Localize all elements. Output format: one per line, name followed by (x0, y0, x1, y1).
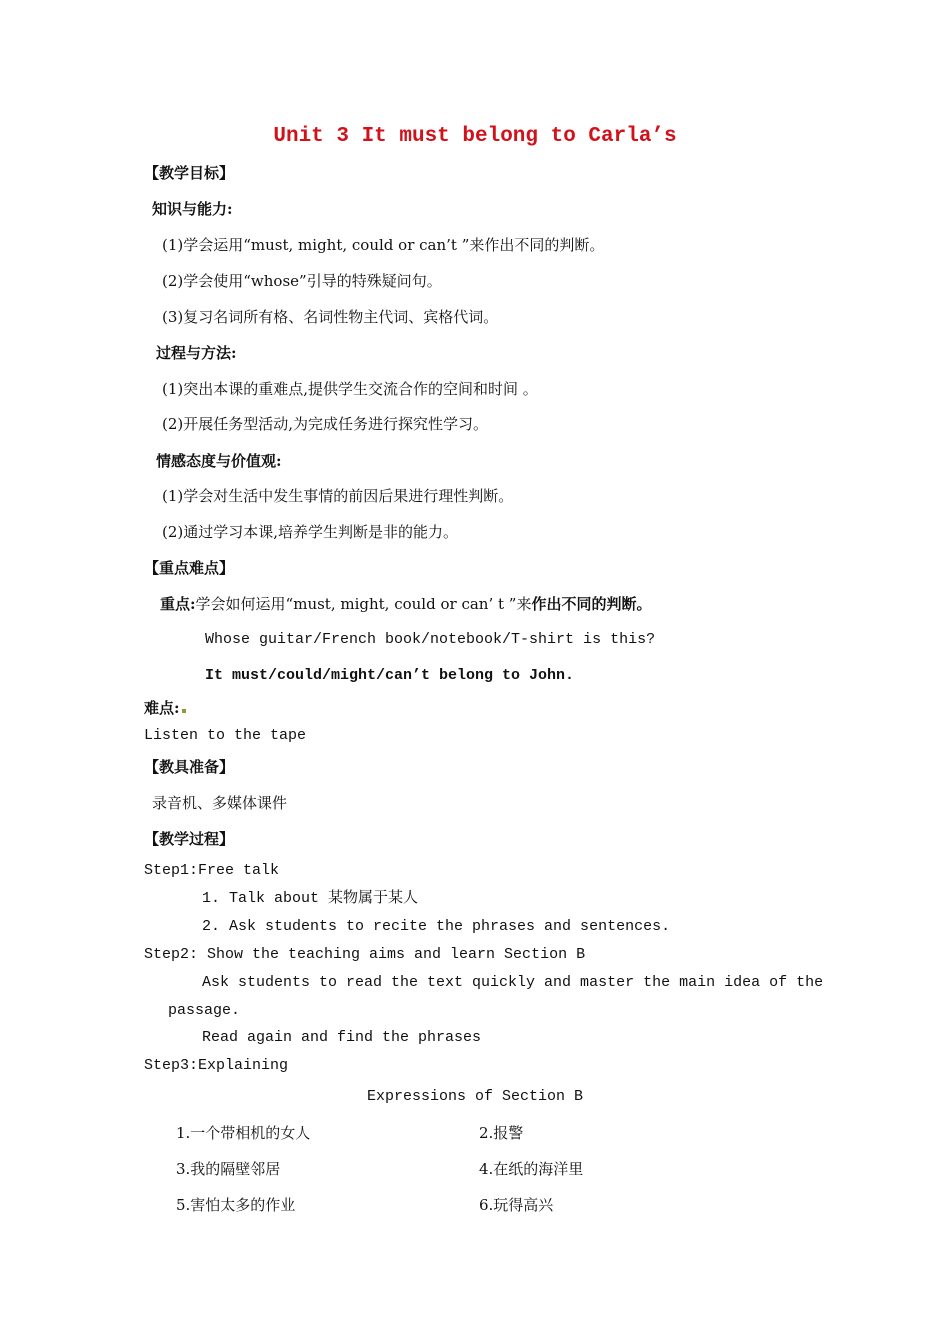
step1-heading: Step1:Free talk (144, 862, 280, 879)
step1-item: 2. Ask students to recite the phrases and sentences. (202, 918, 671, 935)
example-question: Whose guitar/French book/notebook/T-shirt is this? (205, 631, 656, 648)
step2-heading: Step2: Show the teaching aims and learn Section B (144, 946, 586, 963)
knowledge-heading: 知识与能力: (152, 200, 233, 218)
difficulty-text: Listen to the tape (144, 727, 307, 744)
document-title: Unit 3 It must belong to Carla’s (273, 125, 677, 148)
step1-item: 1. Talk about 某物属于某人 (202, 890, 419, 907)
materials-text: 录音机、多媒体课件 (152, 794, 288, 812)
knowledge-item: (1)学会运用“must, might, could or can’t ”来作出不同的判断。 (162, 236, 605, 254)
expression-item: 3.我的隔壁邻居 (176, 1160, 281, 1178)
step2-line: passage. (168, 1002, 241, 1019)
focus-line (160, 594, 651, 614)
example-answer: It must/could/might/can’t belong to John. (205, 667, 575, 684)
step2-line: Ask students to read the text quickly and master the main idea of the (202, 974, 824, 991)
expression-item: 2.报警 (479, 1124, 524, 1142)
objectives-heading: 【教学目标】 (144, 164, 235, 182)
expression-item: 1.一个带相机的女人 (176, 1124, 311, 1142)
focus-label: 重点: (160, 595, 196, 613)
process-heading: 过程与方法: (156, 344, 237, 362)
process-item: (2)开展任务型活动,为完成任务进行探究性学习。 (162, 415, 489, 433)
step2-line: Read again and find the phrases (202, 1029, 482, 1046)
emotion-heading: 情感态度与价值观: (156, 452, 282, 470)
procedure-heading: 【教学过程】 (144, 830, 235, 848)
process-item: (1)突出本课的重难点,提供学生交流合作的空间和时间 。 (162, 380, 538, 398)
knowledge-item: (2)学会使用“whose”引导的特殊疑问句。 (162, 272, 442, 290)
difficulty-label: 难点: (144, 698, 186, 718)
emotion-item: (2)通过学习本课,培养学生判断是非的能力。 (162, 523, 459, 541)
marker-icon (182, 709, 186, 713)
materials-heading: 【教具准备】 (144, 758, 235, 776)
expression-item: 6.玩得高兴 (479, 1196, 554, 1214)
step3-heading: Step3:Explaining (144, 1057, 289, 1074)
expression-item: 5.害怕太多的作业 (176, 1196, 296, 1214)
emotion-item: (1)学会对生活中发生事情的前因后果进行理性判断。 (162, 487, 514, 505)
focus-tail: 作出不同的判断。 (531, 595, 652, 613)
focus-text: 学会如何运用“must, might, could or can’ t ”来 (195, 595, 532, 613)
knowledge-item: (3)复习名词所有格、名词性物主代词、宾格代词。 (162, 308, 499, 326)
key-points-heading: 【重点难点】 (144, 559, 235, 577)
expressions-heading: Expressions of Section B (366, 1088, 584, 1105)
expression-item: 4.在纸的海洋里 (479, 1160, 584, 1178)
